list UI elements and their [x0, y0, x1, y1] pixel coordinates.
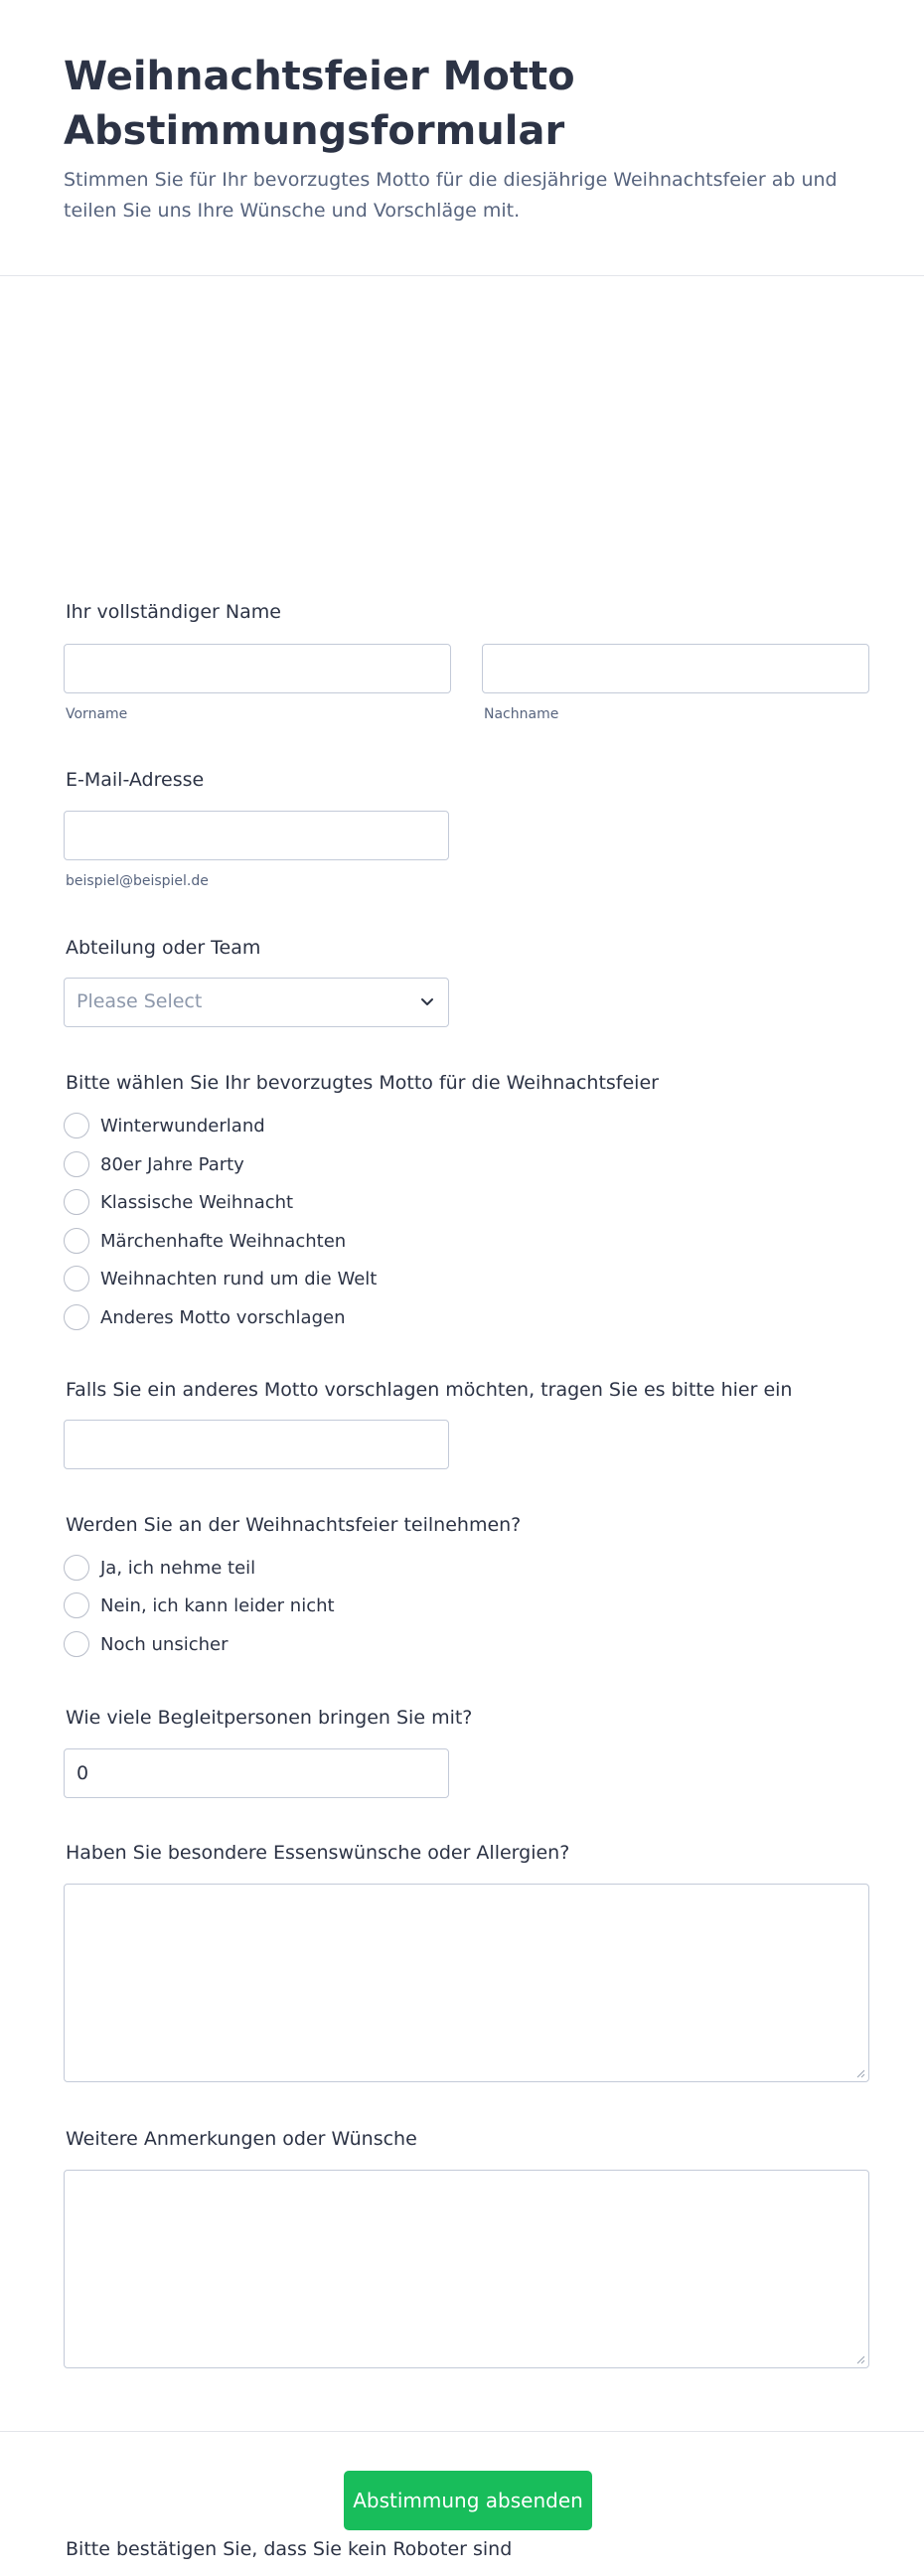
motto-option-label: Weihnachten rund um die Welt	[100, 1268, 378, 1289]
last-name-sublabel: Nachname	[484, 706, 559, 722]
other-motto-label: Falls Sie ein anderes Motto vorschlagen möchten, tragen Sie es bitte hier ein	[66, 1379, 793, 1401]
resize-handle-icon[interactable]	[855, 2354, 865, 2364]
motto-option[interactable]	[64, 1150, 244, 1178]
motto-option[interactable]	[64, 1112, 265, 1139]
motto-option[interactable]	[64, 1265, 377, 1292]
guests-number-input[interactable]	[64, 1748, 449, 1798]
attendance-option[interactable]	[64, 1630, 228, 1658]
attendance-option-label: Noch unsicher	[100, 1633, 229, 1655]
chevron-down-icon	[418, 992, 436, 1010]
motto-option-label: Märchenhafte Weihnachten	[100, 1230, 347, 1252]
attendance-option-label: Ja, ich nehme teil	[100, 1557, 256, 1579]
email-input[interactable]	[64, 811, 449, 860]
attendance-label: Werden Sie an der Weihnachtsfeier teilnehmen?	[66, 1514, 522, 1536]
radio-button[interactable]	[64, 1592, 89, 1618]
department-select[interactable]	[64, 978, 449, 1027]
food-label: Haben Sie besondere Essenswünsche oder Allergien?	[66, 1842, 570, 1864]
food-textarea[interactable]	[64, 1884, 869, 2082]
captcha-label: Bitte bestätigen Sie, dass Sie kein Roboter sind	[66, 2538, 513, 2560]
radio-button[interactable]	[64, 1113, 89, 1138]
department-label: Abteilung oder Team	[66, 937, 261, 959]
motto-option-label: 80er Jahre Party	[100, 1153, 244, 1175]
remarks-textarea[interactable]	[64, 2170, 869, 2368]
form-footer	[0, 2431, 924, 2576]
last-name-input[interactable]	[482, 644, 869, 693]
attendance-option[interactable]	[64, 1554, 255, 1582]
attendance-option-label: Nein, ich kann leider nicht	[100, 1594, 335, 1616]
department-select-value: Please Select	[77, 990, 203, 1012]
radio-button[interactable]	[64, 1151, 89, 1177]
email-label: E-Mail-Adresse	[66, 769, 205, 791]
motto-option[interactable]	[64, 1227, 346, 1255]
radio-button[interactable]	[64, 1189, 89, 1215]
form-subtitle: Stimmen Sie für Ihr bevorzugtes Motto für die diesjährige Weihnachtsfeier ab und teilen Sie uns Ihre Wünsche und Vorschläge mit.	[64, 169, 838, 222]
form-header	[0, 0, 924, 276]
remarks-label: Weitere Anmerkungen oder Wünsche	[66, 2128, 417, 2150]
submit-button[interactable]: Abstimmung absenden	[344, 2471, 592, 2530]
radio-button[interactable]	[64, 1555, 89, 1581]
motto-option[interactable]	[64, 1188, 293, 1216]
first-name-input[interactable]	[64, 644, 451, 693]
motto-label: Bitte wählen Sie Ihr bevorzugtes Motto für die Weihnachtsfeier	[66, 1072, 659, 1094]
radio-button[interactable]	[64, 1266, 89, 1291]
form-title: Weihnachtsfeier Motto Abstimmungsformular	[64, 54, 575, 154]
motto-option-label: Anderes Motto vorschlagen	[100, 1306, 346, 1328]
radio-button[interactable]	[64, 1304, 89, 1330]
first-name-sublabel: Vorname	[66, 706, 128, 722]
motto-option[interactable]	[64, 1303, 345, 1331]
motto-option-label: Winterwunderland	[100, 1115, 265, 1136]
radio-button[interactable]	[64, 1228, 89, 1254]
motto-option-label: Klassische Weihnacht	[100, 1191, 294, 1213]
other-motto-input[interactable]	[64, 1420, 449, 1469]
attendance-option[interactable]	[64, 1591, 335, 1619]
radio-button[interactable]	[64, 1631, 89, 1657]
guests-label: Wie viele Begleitpersonen bringen Sie mit?	[66, 1707, 473, 1729]
email-sublabel: beispiel@beispiel.de	[66, 873, 209, 889]
name-label: Ihr vollständiger Name	[66, 601, 281, 623]
resize-handle-icon[interactable]	[855, 2068, 865, 2078]
